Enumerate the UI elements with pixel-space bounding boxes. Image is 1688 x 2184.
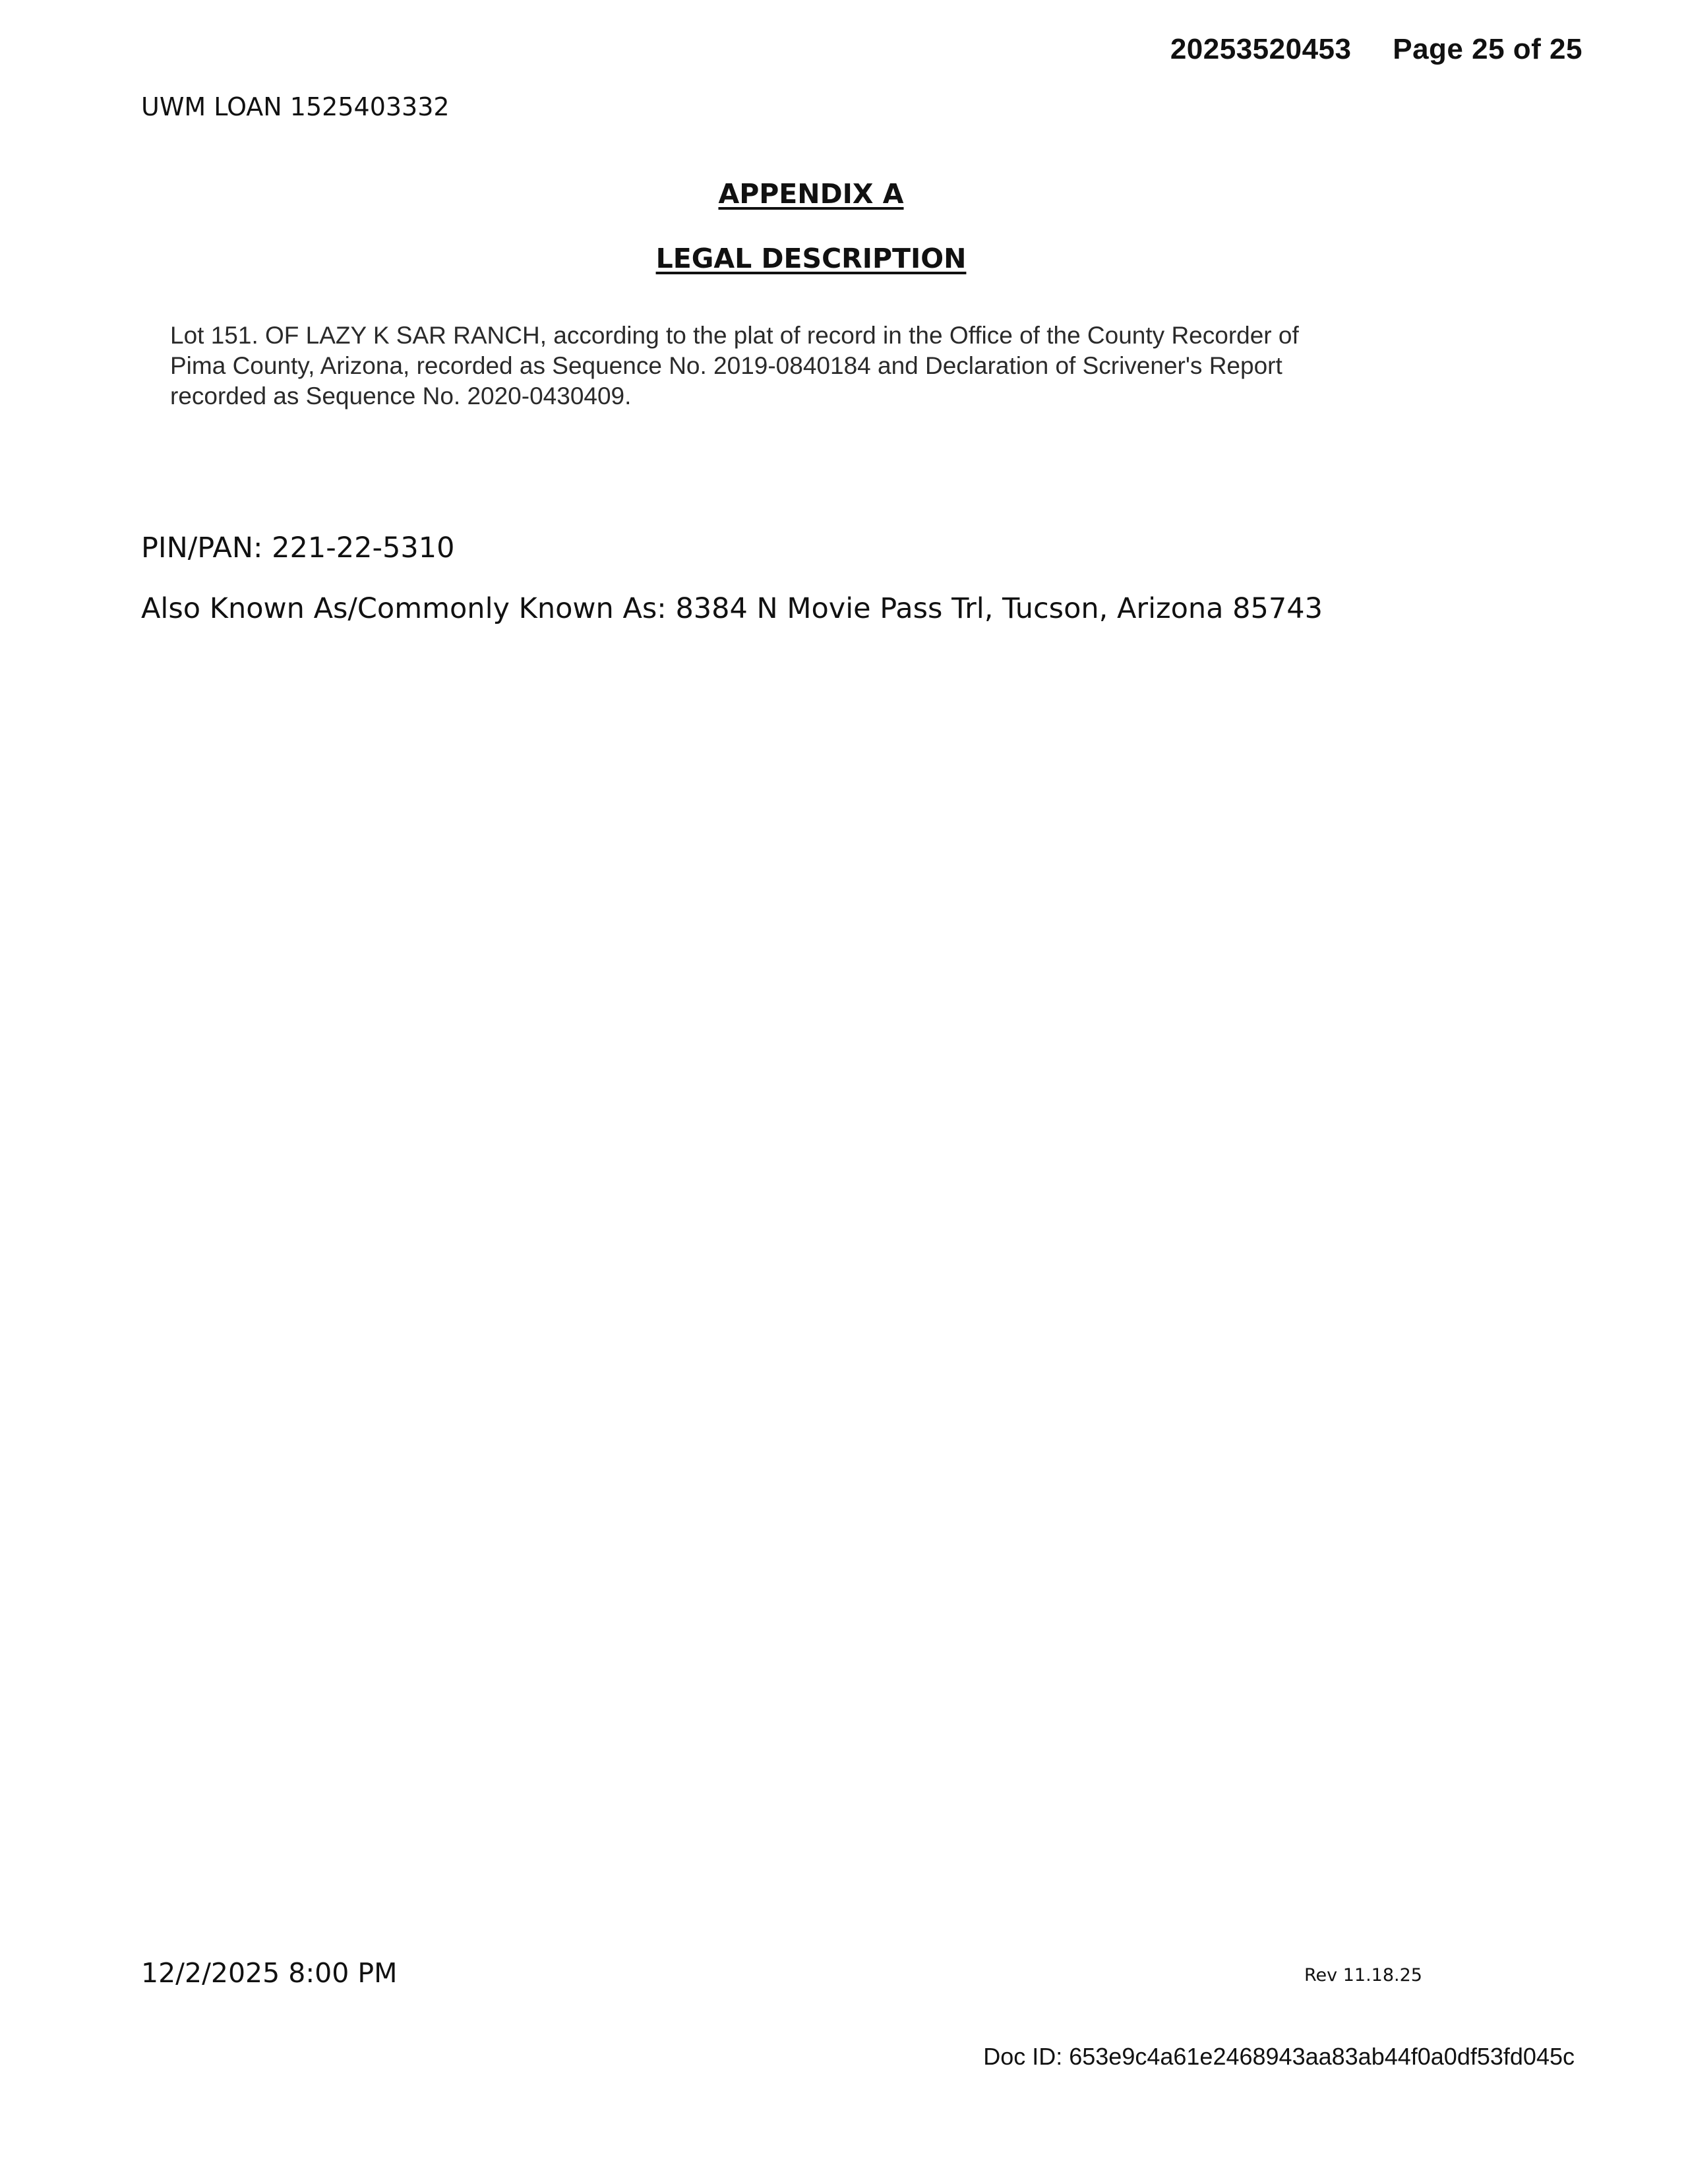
legal-description-line: Pima County, Arizona, recorded as Sequence No. 2019-0840184 and Declaration of Scrivener's Report <box>170 352 1282 379</box>
footer-doc-id: Doc ID: 653e9c4a61e2468943aa83ab44f0a0df53fd045c <box>983 2043 1575 2070</box>
legal-description-line: recorded as Sequence No. 2020-0430409. <box>170 382 632 410</box>
property-address: Also Known As/Commonly Known As: 8384 N Movie Pass Trl, Tucson, Arizona 85743 <box>141 592 1323 625</box>
loan-number: UWM LOAN 1525403332 <box>141 92 450 121</box>
page-number-label: Page 25 of 25 <box>1393 33 1582 65</box>
footer-revision: Rev 11.18.25 <box>1304 1965 1422 1986</box>
footer-datetime: 12/2/2025 8:00 PM <box>141 1957 398 1989</box>
recording-document-number: 20253520453 <box>1170 33 1352 65</box>
legal-description-line: Lot 151. OF LAZY K SAR RANCH, according to the plat of record in the Office of the County Recorder of <box>170 322 1299 349</box>
recording-header <box>1170 33 1582 66</box>
pin-pan: PIN/PAN: 221-22-5310 <box>141 531 455 564</box>
legal-description <box>170 320 1528 411</box>
appendix-title: APPENDIX A <box>718 178 904 210</box>
section-title: LEGAL DESCRIPTION <box>655 243 967 274</box>
